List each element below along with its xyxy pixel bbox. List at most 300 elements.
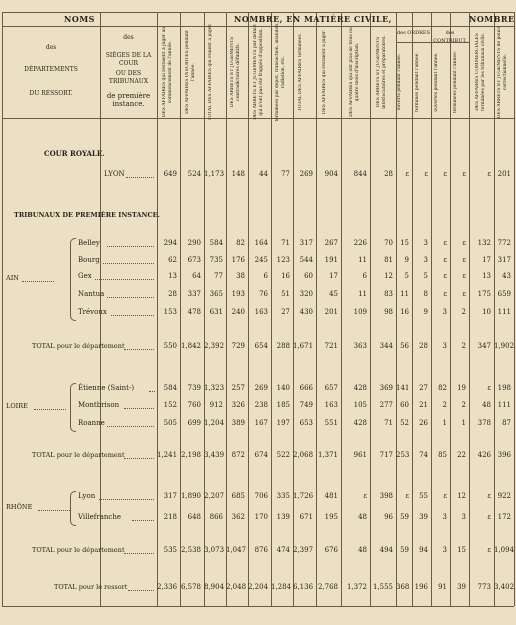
tribunal-row-cell: 167 — [254, 419, 268, 427]
department-total-row-cell: 729 — [231, 342, 245, 350]
tribunal-row-cell: 109 — [353, 308, 367, 316]
tribunal-row-cell: 335 — [276, 492, 290, 500]
ressort-total-label: TOTAL pour le ressort — [54, 583, 128, 591]
column-header-1: DES AFFAIRES qui restaient à juger au commencement de l'année. — [161, 26, 173, 118]
department-total-row-cell: 2,538 — [180, 546, 201, 554]
department-total-row-cell: 2,068 — [293, 451, 314, 459]
tribunal-name: Roanne — [78, 419, 105, 427]
tribunal-leader — [132, 520, 154, 521]
tribunal-row-cell: ɛ — [443, 272, 447, 280]
tribunal-row-cell: ɛ — [462, 239, 466, 247]
ressort-total-row-cell: 1,284 — [271, 583, 292, 591]
tribunal-row-cell: 3 — [423, 239, 428, 247]
column-header-2: DES AFFAIRES INSCRITES pendant l'année. — [185, 30, 196, 114]
tribunal-row-cell: 83 — [384, 290, 393, 298]
department-leader — [22, 281, 54, 282]
department-total-leader — [124, 458, 154, 459]
tribunal-row-cell: 198 — [497, 384, 511, 392]
tribunal-row-cell: 16 — [281, 272, 290, 280]
department-total-row-cell: 1,842 — [180, 342, 201, 350]
tribunal-row-cell: 197 — [276, 419, 290, 427]
tribunal-name: Trévoux — [78, 308, 107, 316]
tribunal-row-cell: 739 — [187, 384, 201, 392]
tribunal-row-cell: 749 — [299, 401, 313, 409]
ressort-total-row-cell: 2,768 — [317, 583, 338, 591]
tribunal-row-cell: 1 — [442, 419, 447, 427]
ressort-total-row-cell: 773 — [477, 583, 491, 591]
tribunal-row-cell: 13 — [482, 272, 491, 280]
ressort-total-row-cell: 3,402 — [494, 583, 515, 591]
department-total-row-cell: 1,047 — [226, 546, 247, 554]
tribunal-leader — [107, 297, 154, 298]
tribunal-row-cell: ɛ — [487, 513, 491, 521]
tribunal-row-cell: 26 — [419, 419, 428, 427]
tribunal-name: Bourg — [78, 256, 100, 264]
tribunal-row-cell: 226 — [353, 239, 367, 247]
tribunal-row-cell: 245 — [254, 256, 268, 264]
department-total-row-cell: 3,439 — [204, 451, 225, 459]
header-col1-c: DU RESSORT. — [29, 90, 73, 97]
tribunal-row-cell: 111 — [497, 401, 511, 409]
tribunal-row-cell: 317 — [299, 239, 313, 247]
tribunal-row-cell: 170 — [254, 513, 268, 521]
tribunal-row-cell: 1,204 — [204, 419, 225, 427]
tribunal-leader — [111, 315, 154, 316]
tribunal-row-cell: 48 — [482, 401, 491, 409]
tribunal-row-cell: 11 — [358, 256, 367, 264]
department-total-row-cell: 3 — [442, 546, 447, 554]
tribunal-row-cell: 59 — [400, 513, 409, 521]
tribunal-leader — [95, 279, 154, 280]
column-header-12: terminés pendant l'année. — [414, 52, 420, 112]
department-total-row-cell: 48 — [358, 546, 367, 554]
department-total-row-cell: 426 — [477, 451, 491, 459]
department-total-row-cell: 2,392 — [204, 342, 225, 350]
header-contributions-group: des CONTRIBUT. — [433, 30, 467, 44]
tribunal-leader — [149, 391, 155, 392]
column-header-6: terminées par dépôt, transaction, abandon, radiation, etc. — [275, 22, 286, 122]
tribunal-row-cell: 163 — [254, 308, 268, 316]
tribunal-row-cell: 82 — [236, 239, 245, 247]
tribunal-row-cell: 27 — [419, 384, 428, 392]
tribunal-row-cell: 43 — [502, 272, 511, 280]
tribunal-row-cell: 277 — [379, 401, 393, 409]
tribunal-row-cell: 62 — [168, 256, 177, 264]
header-nombre-civile: NOMBRE, EN MATIÈRE CIVILE, — [234, 14, 392, 24]
tribunal-row-cell: 294 — [163, 239, 177, 247]
tribunal-row-cell: 631 — [209, 308, 223, 316]
tribunal-row-cell: 141 — [396, 384, 410, 392]
tribunal-row-cell: 505 — [163, 419, 177, 427]
department-total-row-cell: 1,094 — [494, 546, 515, 554]
cour-row-cell: ɛ — [424, 170, 428, 178]
header-col2-c: OU DES TRIBUNAUX — [108, 70, 149, 85]
table-bottom-rule — [2, 606, 514, 607]
header-col1-a: des — [45, 44, 57, 51]
tribunal-row-cell: 584 — [209, 239, 223, 247]
tribunal-name: Montbrison — [78, 401, 120, 409]
tribunal-row-cell: 735 — [209, 256, 223, 264]
header-ordres-group: des ORDRES — [396, 30, 431, 36]
tribunal-row-cell: 55 — [419, 492, 428, 500]
department-total-row-cell: 522 — [276, 451, 290, 459]
department-total-row-cell: 28 — [419, 342, 428, 350]
tribunal-row-cell: ɛ — [462, 272, 466, 280]
tribunal-row-cell: 657 — [324, 384, 338, 392]
tribunal-row-cell: 176 — [231, 256, 245, 264]
department-brace — [70, 238, 76, 321]
cour-row-cell: 201 — [497, 170, 511, 178]
cour-row-cell: ɛ — [487, 170, 491, 178]
header-col2-b: SIÉGES DE LA COUR — [105, 52, 152, 67]
tribunal-row-cell: 428 — [353, 384, 367, 392]
tribunal-row-cell: 201 — [324, 308, 338, 316]
tribunal-row-cell: 8 — [423, 290, 428, 298]
tribunal-row-cell: 699 — [187, 419, 201, 427]
tribunal-row-cell: 16 — [400, 308, 409, 316]
tribunal-row-cell: 28 — [168, 290, 177, 298]
header-noms: NOMS — [64, 14, 95, 24]
tribunal-leader — [107, 426, 154, 427]
tribunal-row-cell: 430 — [299, 308, 313, 316]
tribunal-name: Nantua — [78, 290, 105, 298]
cour-row-cell: 649 — [163, 170, 177, 178]
tribunal-row-cell: 6 — [263, 272, 268, 280]
tribunal-row-cell: 77 — [214, 272, 223, 280]
tribunal-row-cell: 51 — [281, 290, 290, 298]
tribunal-row-cell: 17 — [482, 256, 491, 264]
department-total-row-cell: 872 — [231, 451, 245, 459]
department-total-row-cell: 344 — [379, 342, 393, 350]
tribunal-row-cell: 48 — [358, 513, 367, 521]
column-header-5: DES ARRÊTS ET JUGEMENTS par défaut qui n'ont pas été frappés d'opposition. — [252, 24, 264, 120]
department-total-row-cell: 494 — [379, 546, 393, 554]
tribunal-row-cell: 123 — [276, 256, 290, 264]
tribunal-row-cell: 362 — [231, 513, 245, 521]
tribunal-row-cell: 2 — [442, 401, 447, 409]
ressort-total-row-cell: 2,048 — [226, 583, 247, 591]
department-total-row-cell: 2 — [461, 342, 466, 350]
tribunal-row-cell: 71 — [384, 419, 393, 427]
tribunal-row-cell: ɛ — [443, 492, 447, 500]
tribunal-row-cell: 326 — [231, 401, 245, 409]
tribunal-row-cell: 369 — [379, 384, 393, 392]
tribunal-row-cell: 98 — [384, 308, 393, 316]
tribunal-row-cell: 320 — [299, 290, 313, 298]
cour-row-cell: 844 — [353, 170, 367, 178]
cour-row-cell: 1,173 — [204, 170, 225, 178]
column-header-8: DES AFFAIRES qui restaient à juger. — [321, 29, 327, 115]
tribunal-name: Étienne (Saint-) — [78, 384, 135, 392]
department-total-row-cell: 961 — [353, 451, 367, 459]
ressort-total-row-cell: 91 — [438, 583, 447, 591]
department-total-row-cell: 474 — [276, 546, 290, 554]
department-total-row-cell: 717 — [379, 451, 393, 459]
department-total-row-cell: 1,241 — [157, 451, 178, 459]
tribunal-row-cell: 172 — [497, 513, 511, 521]
tribunal-row-cell: 772 — [497, 239, 511, 247]
tribunal-row-cell: 153 — [163, 308, 177, 316]
department-total-row-cell: 2,198 — [180, 451, 201, 459]
tribunal-row-cell: 653 — [299, 419, 313, 427]
tribunal-leader — [124, 408, 154, 409]
department-total-row-cell: 654 — [254, 342, 268, 350]
column-header-16: DES ARRÊTS ET JUGEMENTS de police correctionnelle. — [497, 25, 508, 119]
cour-row-cell: 77 — [281, 170, 290, 178]
tribunal-row-cell: 11 — [400, 290, 409, 298]
department-total-row-cell: 1,371 — [317, 451, 338, 459]
ressort-leader — [128, 590, 154, 591]
tribunal-row-cell: 659 — [497, 290, 511, 298]
department-total-row-cell: 1,671 — [293, 342, 314, 350]
tribunal-row-cell: 544 — [299, 256, 313, 264]
tribunal-row-cell: 9 — [404, 256, 409, 264]
tribunal-row-cell: 163 — [324, 401, 338, 409]
table-top-rule — [2, 12, 514, 13]
tribunal-name: Lyon — [78, 492, 96, 500]
department-total-row-cell: 721 — [324, 342, 338, 350]
tribunal-row-cell: 389 — [231, 419, 245, 427]
tribunal-row-cell: 1,726 — [293, 492, 314, 500]
department-total-row-cell: 3 — [442, 342, 447, 350]
tribunal-row-cell: 238 — [254, 401, 268, 409]
column-header-10: DES ARRÊTS ET JUGEMENTS interlocutoires et préparatoires. — [376, 35, 387, 109]
department-total-row-cell: 363 — [353, 342, 367, 350]
tribunal-row-cell: ɛ — [487, 384, 491, 392]
department-total-row-cell: 94 — [419, 546, 428, 554]
department-name: RHÔNE — [6, 502, 33, 511]
department-leader — [38, 510, 70, 511]
tribunal-row-cell: 76 — [259, 290, 268, 298]
department-total-row-cell: 396 — [497, 451, 511, 459]
tribunal-row-cell: 175 — [477, 290, 491, 298]
department-total-row-cell: ɛ — [487, 546, 491, 554]
tribunal-row-cell: 257 — [231, 384, 245, 392]
ressort-total-row-cell: 1,372 — [346, 583, 367, 591]
tribunal-row-cell: 70 — [384, 239, 393, 247]
ressort-total-row-cell: 8,904 — [204, 583, 225, 591]
department-total-label: TOTAL pour le département — [32, 451, 125, 459]
tribunal-row-cell: 193 — [231, 290, 245, 298]
ressort-total-row-cell: 196 — [414, 583, 428, 591]
column-header-14: terminées pendant l'année. — [452, 50, 458, 114]
ressort-total-row-cell: 2,336 — [157, 583, 178, 591]
tribunal-row-cell: 922 — [497, 492, 511, 500]
department-total-leader — [124, 553, 154, 554]
tribunal-name: Villefranche — [78, 513, 121, 521]
tribunal-row-cell: 96 — [384, 513, 393, 521]
tribunal-row-cell: 1,323 — [204, 384, 225, 392]
department-total-row-cell: 56 — [400, 342, 409, 350]
tribunal-row-cell: 164 — [254, 239, 268, 247]
tribunal-row-cell: 87 — [502, 419, 511, 427]
tribunal-name: Gex — [78, 272, 92, 280]
column-header-13: ouvertes pendant l'année. — [433, 52, 439, 112]
tribunal-row-cell: 2 — [461, 308, 466, 316]
tribunal-row-cell: 398 — [379, 492, 393, 500]
tribunal-row-cell: 317 — [497, 256, 511, 264]
tribunal-row-cell: 9 — [423, 308, 428, 316]
tribunal-row-cell: 240 — [231, 308, 245, 316]
tribunal-row-cell: 152 — [163, 401, 177, 409]
header-nombre-right: NOMBRE — [469, 14, 515, 24]
tribunal-row-cell: 218 — [163, 513, 177, 521]
column-header-15: DES AFFAIRES COMMERCIALES terminées par les tribunaux civils. — [474, 32, 486, 112]
cour-row-cell: 524 — [187, 170, 201, 178]
department-total-row-cell: 535 — [163, 546, 177, 554]
tribunal-row-cell: 3 — [442, 308, 447, 316]
tribunal-row-cell: 111 — [497, 308, 511, 316]
ressort-total-row-cell: 39 — [457, 583, 466, 591]
tribunal-row-cell: 3 — [423, 256, 428, 264]
tribunal-row-cell: 3 — [442, 513, 447, 521]
tribunal-row-cell: ɛ — [443, 239, 447, 247]
tribunal-row-cell: 584 — [163, 384, 177, 392]
tribunal-row-cell: 195 — [324, 513, 338, 521]
tribunal-row-cell: 378 — [477, 419, 491, 427]
department-total-row-cell: 347 — [477, 342, 491, 350]
column-header-11: ouverts pendant l'année. — [397, 53, 402, 111]
tribunal-row-cell: 140 — [276, 384, 290, 392]
department-total-leader — [124, 349, 154, 350]
tribunal-row-cell: 5 — [423, 272, 428, 280]
ressort-total-row-cell: 6,578 — [180, 583, 201, 591]
cour-row-cell: ɛ — [462, 170, 466, 178]
ordres-group-rule — [396, 42, 431, 43]
table-column-rule — [514, 12, 515, 606]
tribunal-row-cell: 551 — [324, 419, 338, 427]
tribunal-row-cell: 13 — [168, 272, 177, 280]
department-total-row-cell: 3,073 — [204, 546, 225, 554]
ressort-total-row-cell: 2,204 — [248, 583, 269, 591]
department-total-row-cell: 674 — [254, 451, 268, 459]
tribunaux-title: TRIBUNAUX DE PREMIÈRE INSTANCE. — [14, 211, 160, 219]
table-column-rule — [2, 12, 3, 606]
department-total-row-cell: 1,902 — [494, 342, 515, 350]
tribunal-row-cell: 81 — [384, 256, 393, 264]
department-name: AIN — [6, 273, 19, 282]
department-total-row-cell: 288 — [276, 342, 290, 350]
tribunal-row-cell: 673 — [187, 256, 201, 264]
department-total-row-cell: 15 — [457, 546, 466, 554]
tribunal-row-cell: ɛ — [443, 290, 447, 298]
tribunal-row-cell: 132 — [477, 239, 491, 247]
tribunal-row-cell: 39 — [419, 513, 428, 521]
tribunal-row-cell: 15 — [400, 239, 409, 247]
column-header-9: DES AFFAIRES qui ont plus de trois ou quatre mois d'inscription. — [348, 27, 360, 117]
department-total-row-cell: 2,397 — [293, 546, 314, 554]
cour-leader — [126, 177, 154, 178]
column-header-4: DES ARRÊTS ET JUGEMENTS contradictoires définitifs. — [230, 36, 241, 108]
department-total-row-cell: 74 — [419, 451, 428, 459]
header-col2-d: de première instance. — [106, 92, 151, 108]
tribunal-row-cell: 269 — [254, 384, 268, 392]
tribunal-row-cell: 1 — [461, 419, 466, 427]
department-total-row-cell: 22 — [457, 451, 466, 459]
tribunal-row-cell: 866 — [209, 513, 223, 521]
tribunal-row-cell: 671 — [299, 513, 313, 521]
tribunal-leader — [99, 499, 154, 500]
header-col2-a: des — [123, 34, 134, 41]
department-brace — [70, 383, 76, 432]
ressort-total-row-cell: 6,136 — [293, 583, 314, 591]
department-total-label: TOTAL pour le département — [32, 546, 125, 554]
tribunal-row-cell: 706 — [254, 492, 268, 500]
tribunal-leader — [107, 246, 154, 247]
tribunal-row-cell: 38 — [236, 272, 245, 280]
cour-row-cell: 904 — [324, 170, 338, 178]
tribunal-row-cell: 45 — [329, 290, 338, 298]
cour-row-cell: ɛ — [405, 170, 409, 178]
tribunal-row-cell: 2,207 — [204, 492, 225, 500]
department-total-row-cell: 550 — [163, 342, 177, 350]
header-col1-b: DÉPARTEMENTS — [24, 66, 78, 73]
department-total-row-cell: 85 — [438, 451, 447, 459]
tribunal-row-cell: 666 — [299, 384, 313, 392]
department-brace — [70, 491, 76, 526]
department-name: LOIRE — [6, 401, 28, 410]
tribunal-row-cell: 481 — [324, 492, 338, 500]
tribunal-row-cell: 1,890 — [180, 492, 201, 500]
department-total-row-cell: 59 — [400, 546, 409, 554]
cour-row-cell: 28 — [384, 170, 393, 178]
cour-row-cell: ɛ — [443, 170, 447, 178]
cour-row-cell: 44 — [259, 170, 268, 178]
tribunal-row-cell: 64 — [192, 272, 201, 280]
tribunal-row-cell: 478 — [187, 308, 201, 316]
tribunal-row-cell: ɛ — [487, 492, 491, 500]
tribunal-row-cell: 912 — [209, 401, 223, 409]
department-total-label: TOTAL pour le département — [32, 342, 125, 350]
tribunal-row-cell: 5 — [404, 272, 409, 280]
tribunal-row-cell: 139 — [276, 513, 290, 521]
tribunal-row-cell: 71 — [281, 239, 290, 247]
department-leader — [34, 409, 66, 410]
column-header-3: TOTAL DES AFFAIRES qui étaient à juger. — [208, 23, 213, 121]
ressort-total-row-cell: 368 — [396, 583, 410, 591]
column-header-7: TOTAL DES AFFAIRES terminées. — [297, 32, 303, 112]
tribunal-row-cell: 290 — [187, 239, 201, 247]
tribunal-row-cell: 2 — [461, 401, 466, 409]
tribunal-row-cell: ɛ — [405, 492, 409, 500]
tribunal-row-cell: 17 — [329, 272, 338, 280]
tribunal-row-cell: 21 — [419, 401, 428, 409]
cour-royale-title: COUR ROYALE. — [44, 149, 105, 158]
department-total-row-cell: 876 — [254, 546, 268, 554]
tribunal-row-cell: ɛ — [462, 290, 466, 298]
tribunal-row-cell: 105 — [353, 401, 367, 409]
tribunal-row-cell: ɛ — [462, 256, 466, 264]
cour-row-cell: 148 — [231, 170, 245, 178]
ressort-total-row-cell: 1,555 — [372, 583, 393, 591]
tribunal-row-cell: 52 — [400, 419, 409, 427]
tribunal-row-cell: 27 — [281, 308, 290, 316]
tribunal-row-cell: 19 — [457, 384, 466, 392]
tribunal-name: Belley — [78, 239, 100, 247]
tribunal-row-cell: 60 — [304, 272, 313, 280]
tribunal-row-cell: 760 — [187, 401, 201, 409]
department-total-row-cell: 253 — [396, 451, 410, 459]
tribunal-row-cell: 3 — [461, 513, 466, 521]
department-total-row-cell: 676 — [324, 546, 338, 554]
tribunal-row-cell: 6 — [362, 272, 367, 280]
tribunal-row-cell: 337 — [187, 290, 201, 298]
tribunal-leader — [103, 263, 154, 264]
tribunal-row-cell: ɛ — [443, 256, 447, 264]
tribunal-row-cell: 60 — [400, 401, 409, 409]
tribunal-row-cell: 267 — [324, 239, 338, 247]
tribunal-row-cell: 11 — [358, 290, 367, 298]
